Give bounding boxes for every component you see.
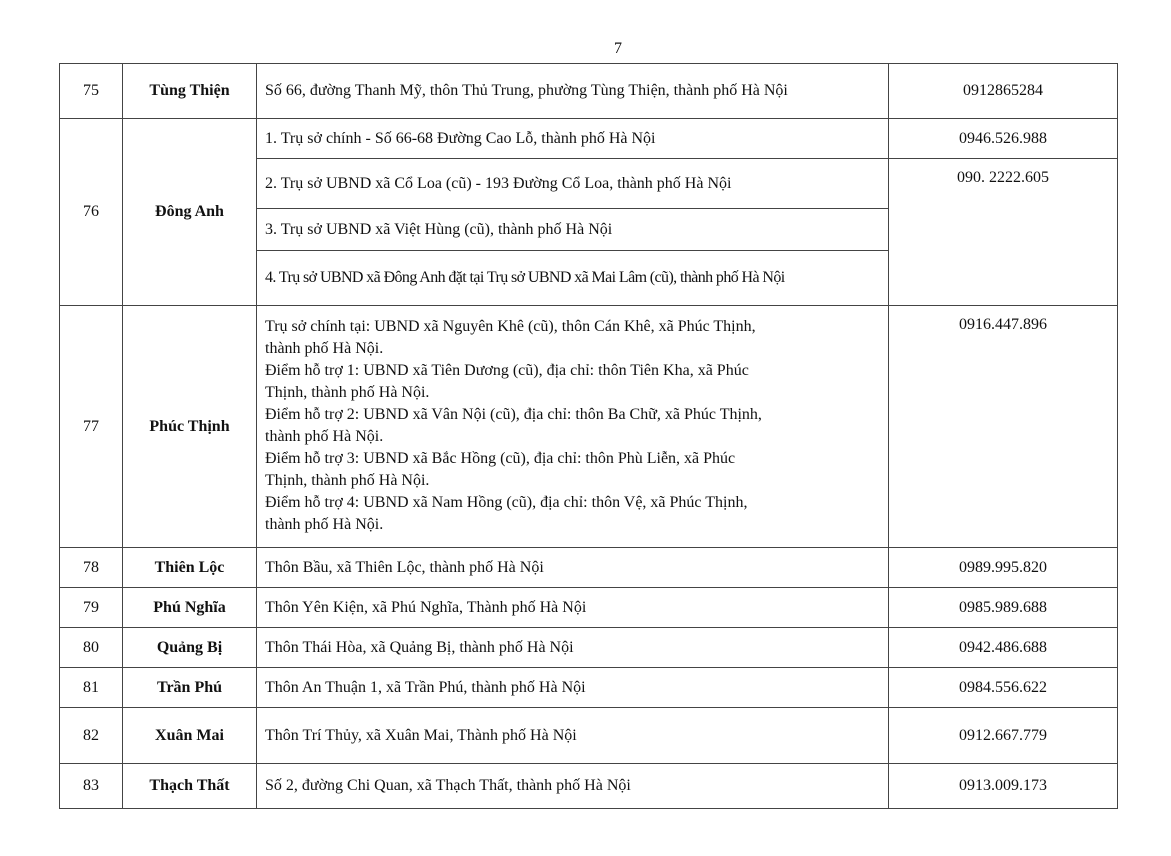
address-line: thành phố Hà Nội. bbox=[265, 516, 384, 533]
table-row bbox=[60, 64, 1118, 119]
phone-cell: 0912.667.779 bbox=[889, 708, 1118, 764]
address-cell: Thôn Yên Kiện, xã Phú Nghĩa, Thành phố Hà Nội bbox=[257, 588, 889, 628]
address-cell: 3. Trụ sở UBND xã Việt Hùng (cũ), thành phố Hà Nội bbox=[257, 209, 889, 251]
row-number: 75 bbox=[60, 64, 123, 119]
table-row bbox=[60, 708, 1118, 764]
row-number: 76 bbox=[60, 119, 123, 306]
unit-name: Tùng Thiện bbox=[123, 64, 257, 119]
phone-cell: 0916.447.896 bbox=[889, 306, 1118, 548]
page-number: 7 bbox=[614, 40, 622, 57]
table-row bbox=[60, 119, 1118, 159]
address-line: Trụ sở chính tại: UBND xã Nguyên Khê (cũ), thôn Cán Khê, xã Phúc Thịnh, bbox=[265, 318, 756, 335]
unit-name: Trần Phú bbox=[123, 668, 257, 708]
address-cell: Số 2, đường Chi Quan, xã Thạch Thất, thành phố Hà Nội bbox=[257, 764, 889, 809]
address-line: thành phố Hà Nội. bbox=[265, 428, 384, 445]
address-cell: Thôn An Thuận 1, xã Trần Phú, thành phố Hà Nội bbox=[257, 668, 889, 708]
address-line: Điểm hỗ trợ 1: UBND xã Tiên Dương (cũ), địa chỉ: thôn Tiên Kha, xã Phúc bbox=[265, 362, 749, 379]
unit-name: Quảng Bị bbox=[123, 628, 257, 668]
address-line: Điểm hỗ trợ 4: UBND xã Nam Hồng (cũ), địa chỉ: thôn Vệ, xã Phúc Thịnh, bbox=[265, 494, 748, 511]
address-line: Thịnh, thành phố Hà Nội. bbox=[265, 472, 430, 489]
address-cell: 1. Trụ sở chính - Số 66-68 Đường Cao Lỗ, thành phố Hà Nội bbox=[257, 119, 889, 159]
address-line: Thịnh, thành phố Hà Nội. bbox=[265, 384, 430, 401]
address-line: thành phố Hà Nội. bbox=[265, 340, 384, 357]
unit-name: Thạch Thất bbox=[123, 764, 257, 809]
phone-cell: 090. 2222.605 bbox=[889, 159, 1118, 306]
table-row bbox=[60, 306, 1118, 548]
row-number: 81 bbox=[60, 668, 123, 708]
phone-cell: 0913.009.173 bbox=[889, 764, 1118, 809]
row-number: 77 bbox=[60, 306, 123, 548]
phone-cell: 0946.526.988 bbox=[889, 119, 1118, 159]
phone-cell: 0942.486.688 bbox=[889, 628, 1118, 668]
phone-cell: 0912865284 bbox=[889, 64, 1118, 119]
row-number: 79 bbox=[60, 588, 123, 628]
unit-name: Phú Nghĩa bbox=[123, 588, 257, 628]
row-number: 78 bbox=[60, 548, 123, 588]
address-cell: 2. Trụ sở UBND xã Cổ Loa (cũ) - 193 Đường Cổ Loa, thành phố Hà Nội bbox=[257, 159, 889, 209]
table-row bbox=[60, 764, 1118, 809]
phone-cell: 0989.995.820 bbox=[889, 548, 1118, 588]
address-cell bbox=[257, 306, 889, 548]
table-row bbox=[60, 668, 1118, 708]
unit-name: Phúc Thịnh bbox=[123, 306, 257, 548]
address-cell: Thôn Trí Thủy, xã Xuân Mai, Thành phố Hà Nội bbox=[257, 708, 889, 764]
phone-cell: 0985.989.688 bbox=[889, 588, 1118, 628]
table-row bbox=[60, 588, 1118, 628]
address-line: Điểm hỗ trợ 2: UBND xã Vân Nội (cũ), địa chỉ: thôn Ba Chữ, xã Phúc Thịnh, bbox=[265, 406, 762, 423]
address-cell: Thôn Bầu, xã Thiên Lộc, thành phố Hà Nội bbox=[257, 548, 889, 588]
address-cell: Số 66, đường Thanh Mỹ, thôn Thủ Trung, phường Tùng Thiện, thành phố Hà Nội bbox=[257, 64, 889, 119]
address-cell: Thôn Thái Hòa, xã Quảng Bị, thành phố Hà Nội bbox=[257, 628, 889, 668]
row-number: 83 bbox=[60, 764, 123, 809]
unit-name: Đông Anh bbox=[123, 119, 257, 306]
row-number: 80 bbox=[60, 628, 123, 668]
unit-name: Xuân Mai bbox=[123, 708, 257, 764]
unit-name: Thiên Lộc bbox=[123, 548, 257, 588]
address-line: Điểm hỗ trợ 3: UBND xã Bắc Hồng (cũ), địa chỉ: thôn Phù Liễn, xã Phúc bbox=[265, 450, 736, 467]
table-row bbox=[60, 628, 1118, 668]
phone-cell: 0984.556.622 bbox=[889, 668, 1118, 708]
table-row bbox=[60, 548, 1118, 588]
address-table bbox=[59, 63, 1118, 809]
row-number: 82 bbox=[60, 708, 123, 764]
address-cell: 4. Trụ sở UBND xã Đông Anh đặt tại Trụ sở UBND xã Mai Lâm (cũ), thành phố Hà Nội bbox=[257, 251, 889, 306]
